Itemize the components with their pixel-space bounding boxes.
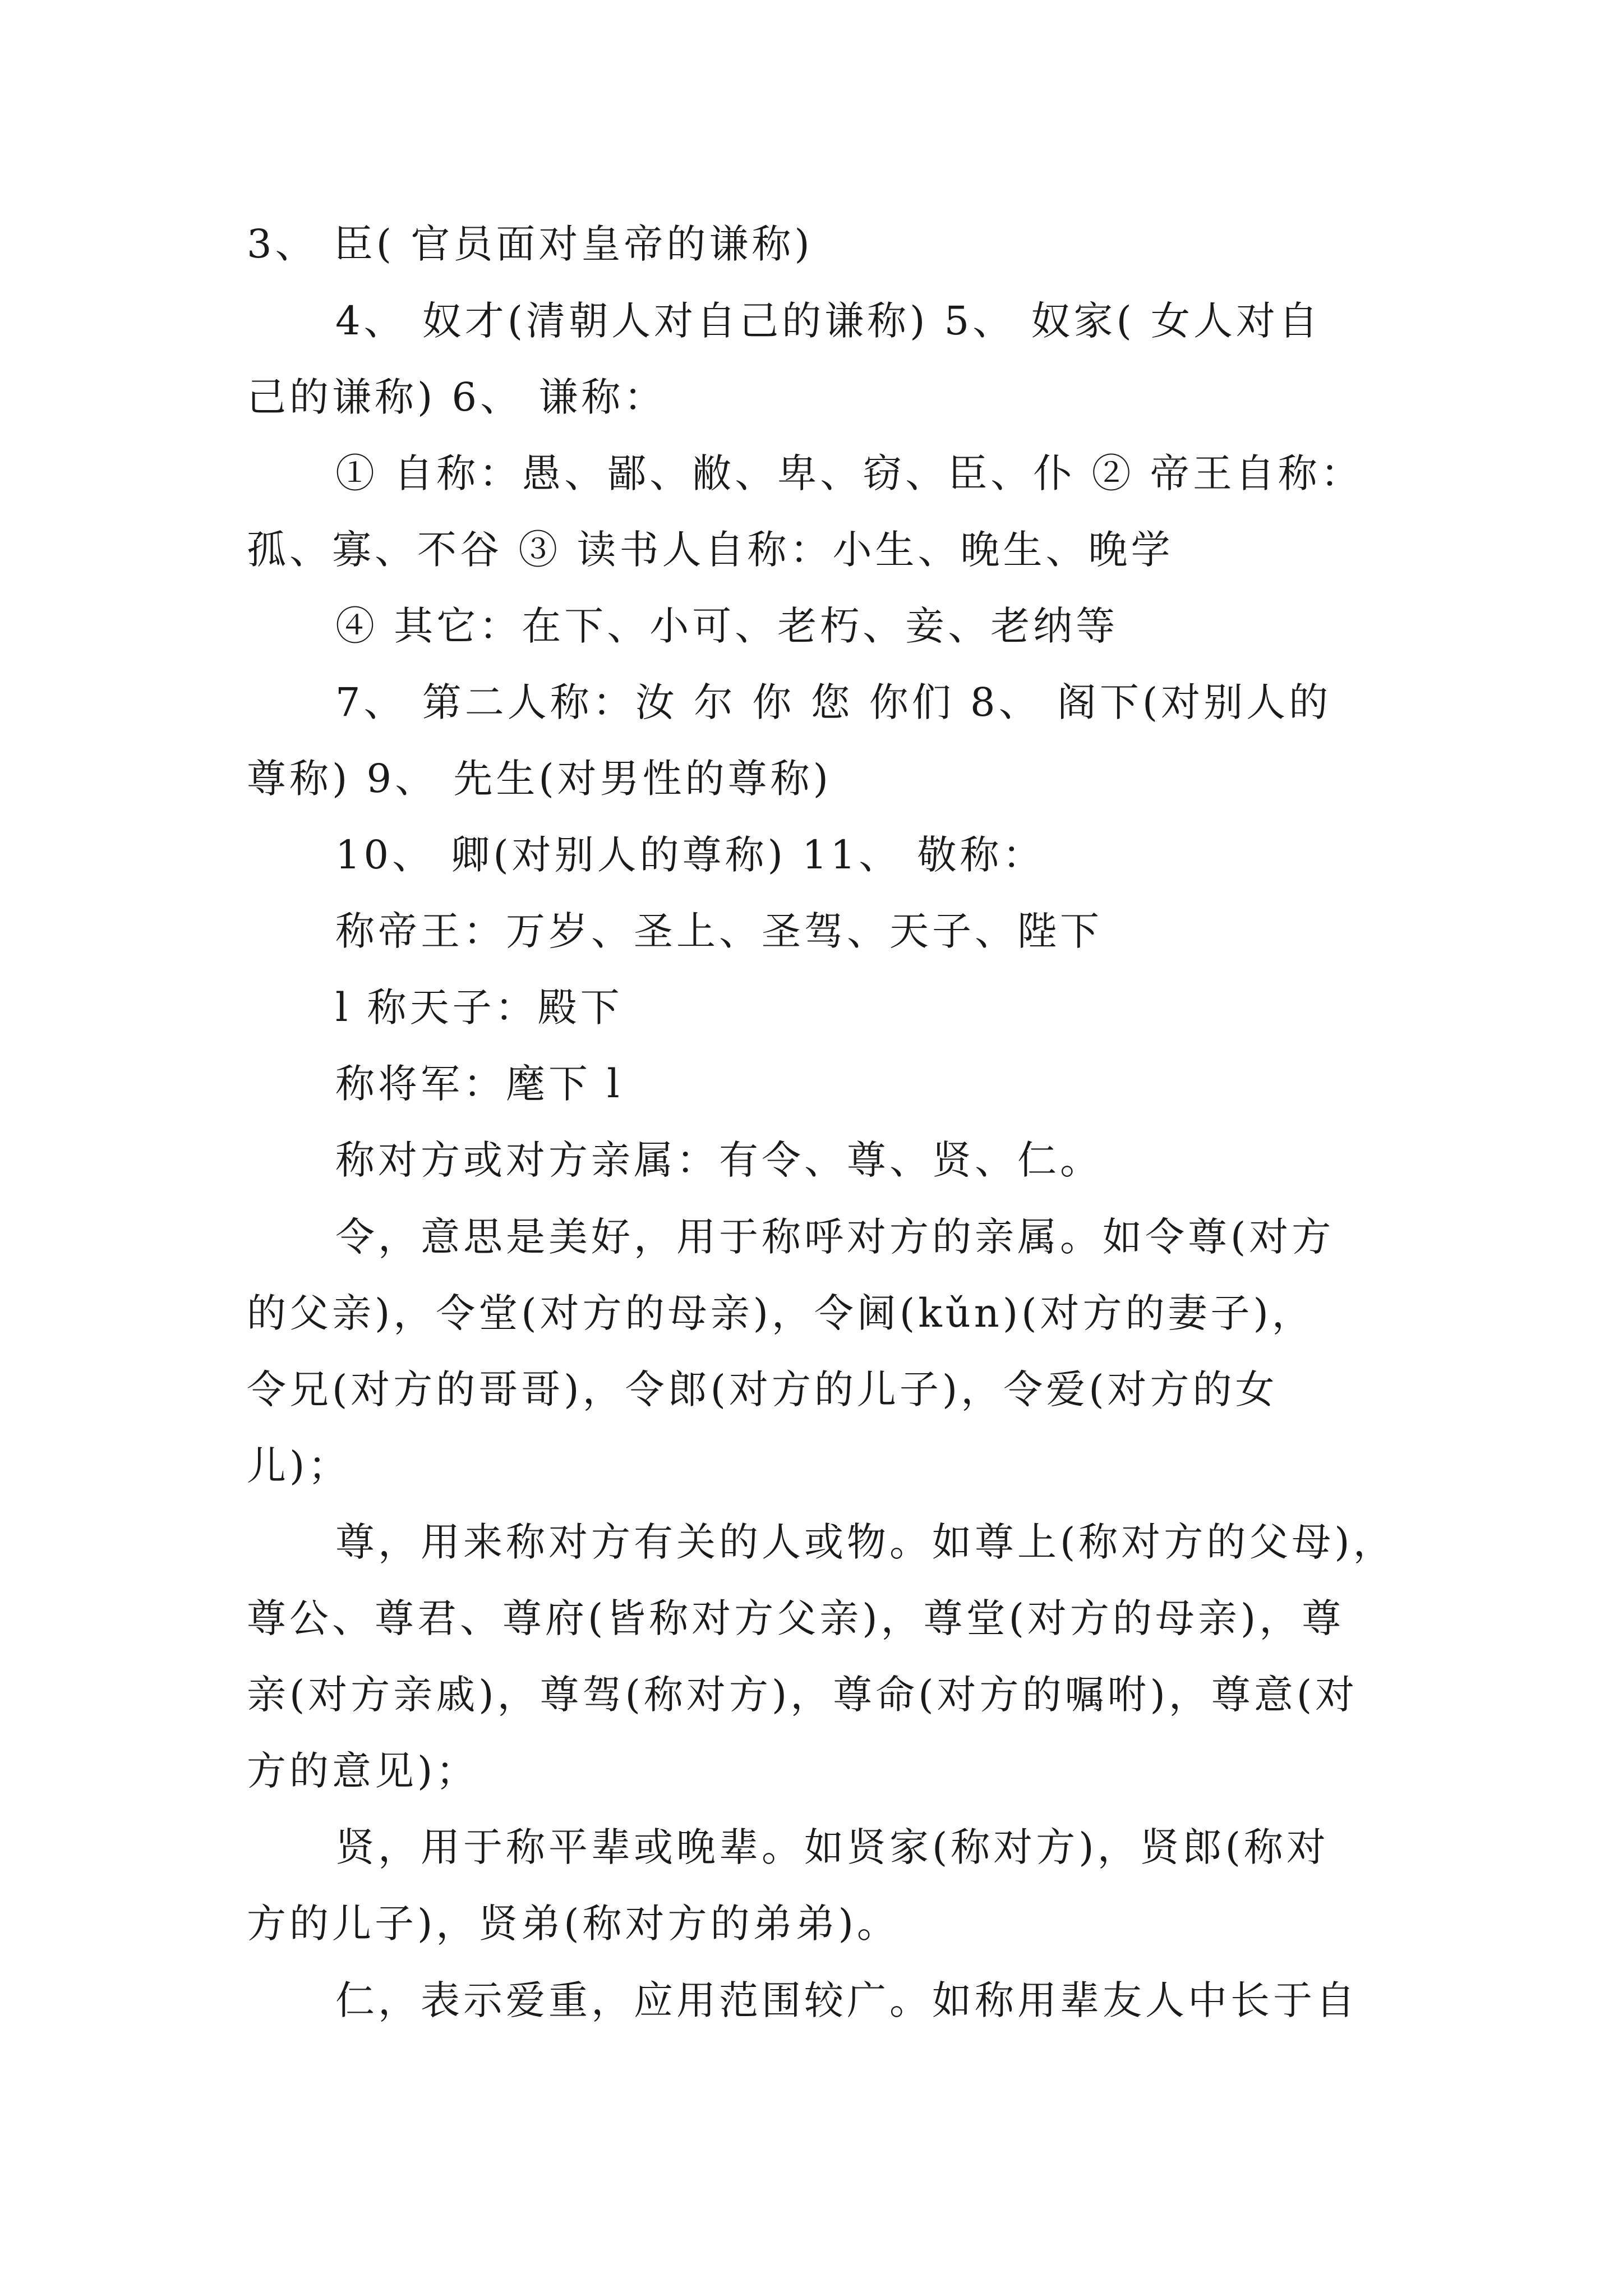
text-line-16: 令兄(对方的哥哥)，令郎(对方的儿子)，令爱(对方的女 — [247, 1366, 1278, 1412]
text-line-20: 亲(对方亲戚)，尊驾(称对方)，尊命(对方的嘱咐)，尊意(对 — [247, 1672, 1358, 1718]
text-line-15: 的父亲)，令堂(对方的母亲)，令阃(kǔn)(对方的妻子)， — [247, 1290, 1315, 1336]
text-line-4: ① 自称：愚、鄙、敝、卑、窃、臣、仆 ② 帝王自称： — [335, 450, 1363, 496]
text-line-7: 7、 第二人称：汝 尔 你 您 你们 8、 阁下(对别人的 — [335, 679, 1332, 725]
text-line-13: 称对方或对方亲属：有令、尊、贤、仁。 — [335, 1137, 1103, 1183]
text-line-24: 仁，表示爱重，应用范围较广。如称用辈友人中长于自 — [335, 1977, 1358, 2023]
text-line-21: 方的意见)； — [247, 1748, 479, 1794]
text-line-1: 3、 臣( 官员面对皇帝的谦称) — [247, 221, 813, 267]
text-line-6: ④ 其它：在下、小可、老朽、妾、老纳等 — [335, 603, 1119, 649]
text-line-9: 10、 卿(对别人的尊称) 11、 敬称： — [335, 832, 1045, 878]
text-line-18: 尊，用来称对方有关的人或物。如尊上(称对方的父母)， — [335, 1519, 1396, 1565]
text-line-11: l 称天子：殿下 — [335, 984, 623, 1030]
text-line-14: 令，意思是美好，用于称呼对方的亲属。如令尊(对方 — [335, 1214, 1335, 1260]
text-line-17: 儿)； — [247, 1443, 351, 1489]
text-line-23: 方的儿子)，贤弟(称对方的弟弟)。 — [247, 1901, 900, 1947]
text-line-5: 孤、寡、不谷 ③ 读书人自称：小生、晚生、晚学 — [247, 527, 1174, 573]
text-line-10: 称帝王：万岁、圣上、圣驾、天子、陛下 — [335, 908, 1103, 954]
text-line-3: 己的谦称) 6、 谦称： — [247, 374, 667, 420]
text-line-2: 4、 奴才(清朝人对自己的谦称) 5、 奴家( 女人对自 — [335, 298, 1322, 344]
text-line-12: 称将军：麾下 l — [335, 1061, 623, 1107]
text-line-22: 贤，用于称平辈或晚辈。如贤家(称对方)，贤郎(称对 — [335, 1824, 1329, 1870]
text-line-19: 尊公、尊君、尊府(皆称对方父亲)，尊堂(对方的母亲)，尊 — [247, 1595, 1345, 1641]
text-line-8: 尊称) 9、 先生(对男性的尊称) — [247, 756, 832, 802]
